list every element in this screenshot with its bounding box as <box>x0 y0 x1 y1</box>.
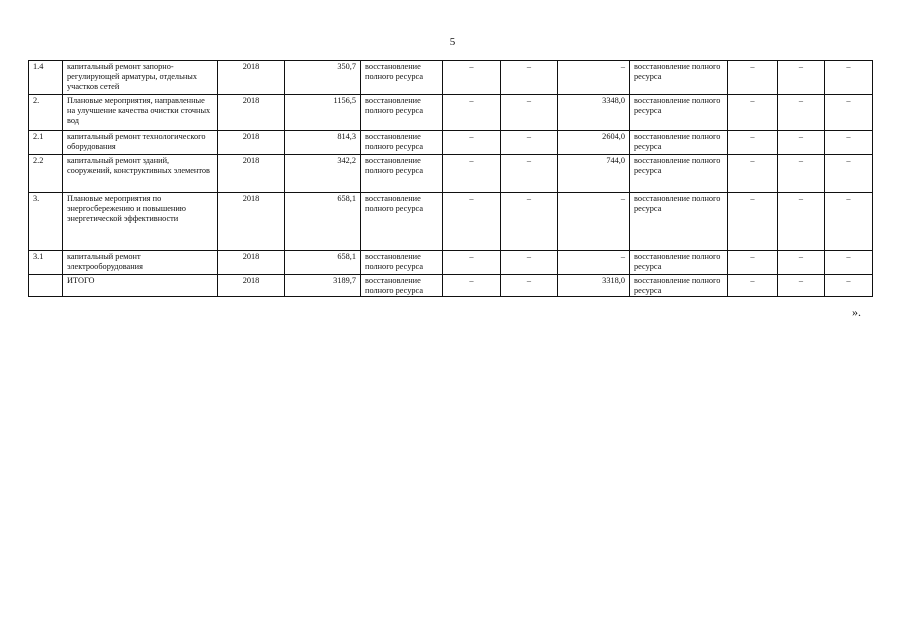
table-row <box>29 155 873 193</box>
cost-value: 814,3 <box>285 131 361 155</box>
row-number: 2.1 <box>29 131 63 155</box>
result-text: восстановление полного ресурса <box>361 193 443 251</box>
effect-value: – <box>558 193 630 251</box>
row-number: 3. <box>29 193 63 251</box>
result-text: восстановление полного ресурса <box>361 131 443 155</box>
dash-cell: – <box>825 155 873 193</box>
result-text: восстановление полного ресурса <box>630 155 728 193</box>
table-row <box>29 131 873 155</box>
dash-cell: – <box>443 193 501 251</box>
dash-cell: – <box>825 95 873 131</box>
dash-cell: – <box>778 131 825 155</box>
dash-cell: – <box>443 61 501 95</box>
result-text: восстановление полного ресурса <box>361 155 443 193</box>
cost-value: 3189,7 <box>285 275 361 297</box>
effect-value: – <box>558 251 630 275</box>
row-number: 2. <box>29 95 63 131</box>
dash-cell: – <box>728 193 778 251</box>
dash-cell: – <box>778 275 825 297</box>
dash-cell: – <box>728 61 778 95</box>
year-cell: 2018 <box>218 61 285 95</box>
cost-value: 1156,5 <box>285 95 361 131</box>
dash-cell: – <box>825 275 873 297</box>
dash-cell: – <box>501 275 558 297</box>
dash-cell: – <box>778 251 825 275</box>
result-text: восстановление полного ресурса <box>630 275 728 297</box>
dash-cell: – <box>443 155 501 193</box>
table-row <box>29 193 873 251</box>
table-row <box>29 275 873 297</box>
table-row <box>29 251 873 275</box>
result-text: восстановление полного ресурса <box>361 251 443 275</box>
dash-cell: – <box>501 155 558 193</box>
dash-cell: – <box>443 95 501 131</box>
dash-cell: – <box>778 193 825 251</box>
dash-cell: – <box>443 275 501 297</box>
dash-cell: – <box>778 155 825 193</box>
year-cell: 2018 <box>218 131 285 155</box>
row-number: 1.4 <box>29 61 63 95</box>
row-number: 3.1 <box>29 251 63 275</box>
dash-cell: – <box>778 61 825 95</box>
measure-name: капитальный ремонт электрооборудования <box>63 251 218 275</box>
measure-name: ИТОГО <box>63 275 218 297</box>
year-cell: 2018 <box>218 95 285 131</box>
result-text: восстановление полного ресурса <box>361 275 443 297</box>
dash-cell: – <box>501 95 558 131</box>
dash-cell: – <box>501 131 558 155</box>
effect-value: 744,0 <box>558 155 630 193</box>
dash-cell: – <box>728 251 778 275</box>
effect-value: 2604,0 <box>558 131 630 155</box>
effect-value: – <box>558 61 630 95</box>
effect-value: 3318,0 <box>558 275 630 297</box>
dash-cell: – <box>501 251 558 275</box>
dash-cell: – <box>728 131 778 155</box>
measure-name: капитальный ремонт запорно-регулирующей арматуры, отдельных участков сетей <box>63 61 218 95</box>
dash-cell: – <box>825 61 873 95</box>
measure-name: Плановые мероприятия, направленные на улучшение качества очистки сточных вод <box>63 95 218 131</box>
year-cell: 2018 <box>218 251 285 275</box>
result-text: восстановление полного ресурса <box>630 61 728 95</box>
measure-name: капитальный ремонт технологического оборудования <box>63 131 218 155</box>
cost-value: 658,1 <box>285 251 361 275</box>
dash-cell: – <box>443 251 501 275</box>
dash-cell: – <box>825 251 873 275</box>
measure-name: капитальный ремонт зданий, сооружений, конструктивных элементов <box>63 155 218 193</box>
cost-value: 342,2 <box>285 155 361 193</box>
result-text: восстановление полного ресурса <box>630 131 728 155</box>
result-text: восстановление полного ресурса <box>361 95 443 131</box>
table-row <box>29 61 873 95</box>
dash-cell: – <box>778 95 825 131</box>
year-cell: 2018 <box>218 155 285 193</box>
dash-cell: – <box>728 155 778 193</box>
row-number <box>29 275 63 297</box>
result-text: восстановление полного ресурса <box>361 61 443 95</box>
dash-cell: – <box>501 193 558 251</box>
year-cell: 2018 <box>218 275 285 297</box>
year-cell: 2018 <box>218 193 285 251</box>
cost-value: 658,1 <box>285 193 361 251</box>
page-number: 5 <box>449 36 456 48</box>
result-text: восстановление полного ресурса <box>630 95 728 131</box>
row-number: 2.2 <box>29 155 63 193</box>
plan-table <box>28 60 873 297</box>
closing-quote: ». <box>852 305 861 319</box>
dash-cell: – <box>443 131 501 155</box>
result-text: восстановление полного ресурса <box>630 251 728 275</box>
dash-cell: – <box>825 193 873 251</box>
effect-value: 3348,0 <box>558 95 630 131</box>
dash-cell: – <box>728 275 778 297</box>
measure-name: Плановые мероприятия по энергосбережению и повышению энергетической эффективности <box>63 193 218 251</box>
table-row <box>29 95 873 131</box>
dash-cell: – <box>501 61 558 95</box>
dash-cell: – <box>728 95 778 131</box>
cost-value: 350,7 <box>285 61 361 95</box>
result-text: восстановление полного ресурса <box>630 193 728 251</box>
dash-cell: – <box>825 131 873 155</box>
